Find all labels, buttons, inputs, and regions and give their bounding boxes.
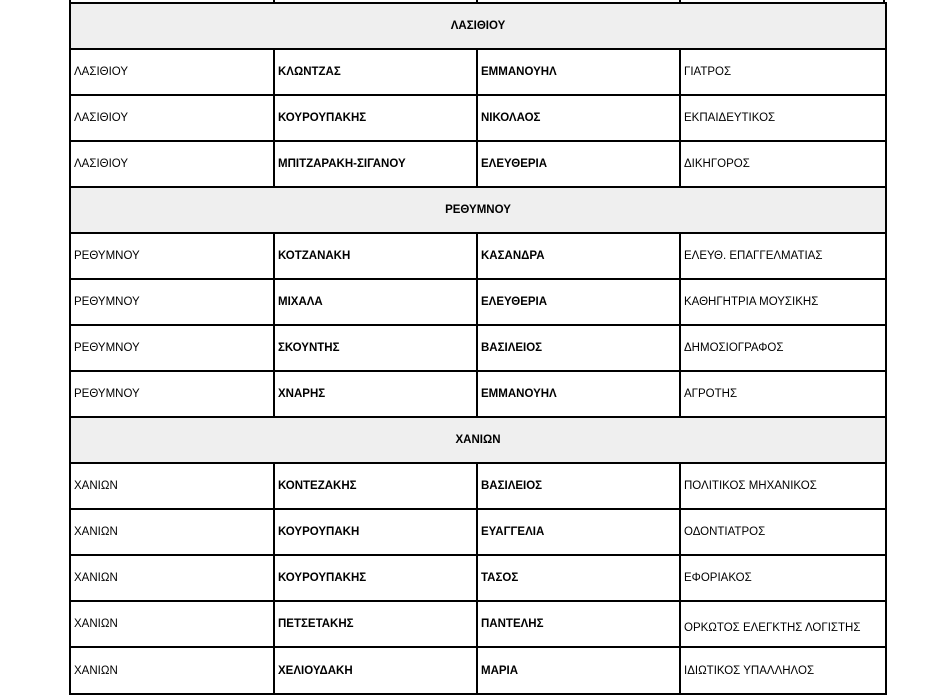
table-row [70,95,886,141]
region-cell: ΡΕΘΥΜΝΟΥ [70,371,274,417]
table-row [70,555,886,601]
surname-cell: ΚΟΥΡΟΥΠΑΚΗΣ [274,95,477,141]
first-name-cell: ΕΥΑΓΓΕΛΙΑ [477,509,680,555]
table-row [70,279,886,325]
profession-cell: ΙΔΙΩΤΙΚΟΣ ΥΠΑΛΛΗΛΟΣ [680,647,886,694]
profession-cell: ΔΙΚΗΓΟΡΟΣ [680,141,886,187]
region-cell: ΡΕΘΥΜΝΟΥ [70,233,274,279]
surname-cell: ΜΠΙΤΖΑΡΑΚΗ-ΣΙΓΑΝΟΥ [274,141,477,187]
region-cell: ΧΑΝΙΩΝ [70,647,274,694]
surname-cell: ΣΚΟΥΝΤΗΣ [274,325,477,371]
first-name-cell: ΕΜΜΑΝΟΥΗΛ [477,371,680,417]
surname-cell: ΚΟΥΡΟΥΠΑΚΗ [274,509,477,555]
candidates-table [69,2,887,695]
region-cell: ΧΑΝΙΩΝ [70,463,274,509]
table-row [70,647,886,694]
section-header-lasithi [70,3,886,49]
region-cell: ΡΕΘΥΜΝΟΥ [70,279,274,325]
profession-cell: ΓΙΑΤΡΟΣ [680,49,886,95]
surname-cell: ΚΟΤΖΑΝΑΚΗ [274,233,477,279]
surname-cell: ΧΕΛΙΟΥΔΑΚΗ [274,647,477,694]
first-name-cell: ΕΜΜΑΝΟΥΗΛ [477,49,680,95]
table-row [70,601,886,647]
region-cell: ΧΑΝΙΩΝ [70,601,274,647]
profession-cell: ΕΚΠΑΙΔΕΥΤΙΚΟΣ [680,95,886,141]
section-title: ΡΕΘΥΜΝΟΥ [70,187,886,233]
surname-cell: ΜΙΧΑΛΑ [274,279,477,325]
first-name-cell: ΝΙΚΟΛΑΟΣ [477,95,680,141]
profession-cell: ΔΗΜΟΣΙΟΓΡΑΦΟΣ [680,325,886,371]
first-name-cell: ΚΑΣΑΝΔΡΑ [477,233,680,279]
surname-cell: ΚΟΝΤΕΖΑΚΗΣ [274,463,477,509]
profession-cell: ΟΡΚΩΤΟΣ ΕΛΕΓΚΤΗΣ ΛΟΓΙΣΤΗΣ [680,601,886,647]
table-row [70,141,886,187]
section-header-rethymno [70,187,886,233]
profession-cell: ΟΔΟΝΤΙΑΤΡΟΣ [680,509,886,555]
region-cell: ΛΑΣΙΘΙΟΥ [70,95,274,141]
section-title: ΧΑΝΙΩΝ [70,417,886,463]
surname-cell: ΧΝΑΡΗΣ [274,371,477,417]
first-name-cell: ΜΑΡΙΑ [477,647,680,694]
region-cell: ΧΑΝΙΩΝ [70,555,274,601]
region-cell: ΧΑΝΙΩΝ [70,509,274,555]
first-name-cell: ΤΑΣΟΣ [477,555,680,601]
table-row [70,463,886,509]
first-name-cell: ΒΑΣΙΛΕΙΟΣ [477,463,680,509]
table-row [70,49,886,95]
surname-cell: ΠΕΤΣΕΤΑΚΗΣ [274,601,477,647]
surname-cell: ΚΛΩΝΤΖΑΣ [274,49,477,95]
region-cell: ΛΑΣΙΘΙΟΥ [70,49,274,95]
first-name-cell: ΒΑΣΙΛΕΙΟΣ [477,325,680,371]
profession-cell: ΠΟΛΙΤΙΚΟΣ ΜΗΧΑΝΙΚΟΣ [680,463,886,509]
profession-cell: ΕΛΕΥΘ. ΕΠΑΓΓΕΛΜΑΤΙΑΣ [680,233,886,279]
profession-cell: ΕΦΟΡΙΑΚΟΣ [680,555,886,601]
table-row [70,325,886,371]
profession-cell: ΑΓΡΟΤΗΣ [680,371,886,417]
profession-cell: ΚΑΘΗΓΗΤΡΙΑ ΜΟΥΣΙΚΗΣ [680,279,886,325]
first-name-cell: ΕΛΕΥΘΕΡΙΑ [477,279,680,325]
first-name-cell: ΠΑΝΤΕΛΗΣ [477,601,680,647]
region-cell: ΡΕΘΥΜΝΟΥ [70,325,274,371]
table-row [70,233,886,279]
section-title: ΛΑΣΙΘΙΟΥ [70,3,886,49]
table-row [70,371,886,417]
first-name-cell: ΕΛΕΥΘΕΡΙΑ [477,141,680,187]
surname-cell: ΚΟΥΡΟΥΠΑΚΗΣ [274,555,477,601]
table-row [70,509,886,555]
region-cell: ΛΑΣΙΘΙΟΥ [70,141,274,187]
section-header-chania [70,417,886,463]
